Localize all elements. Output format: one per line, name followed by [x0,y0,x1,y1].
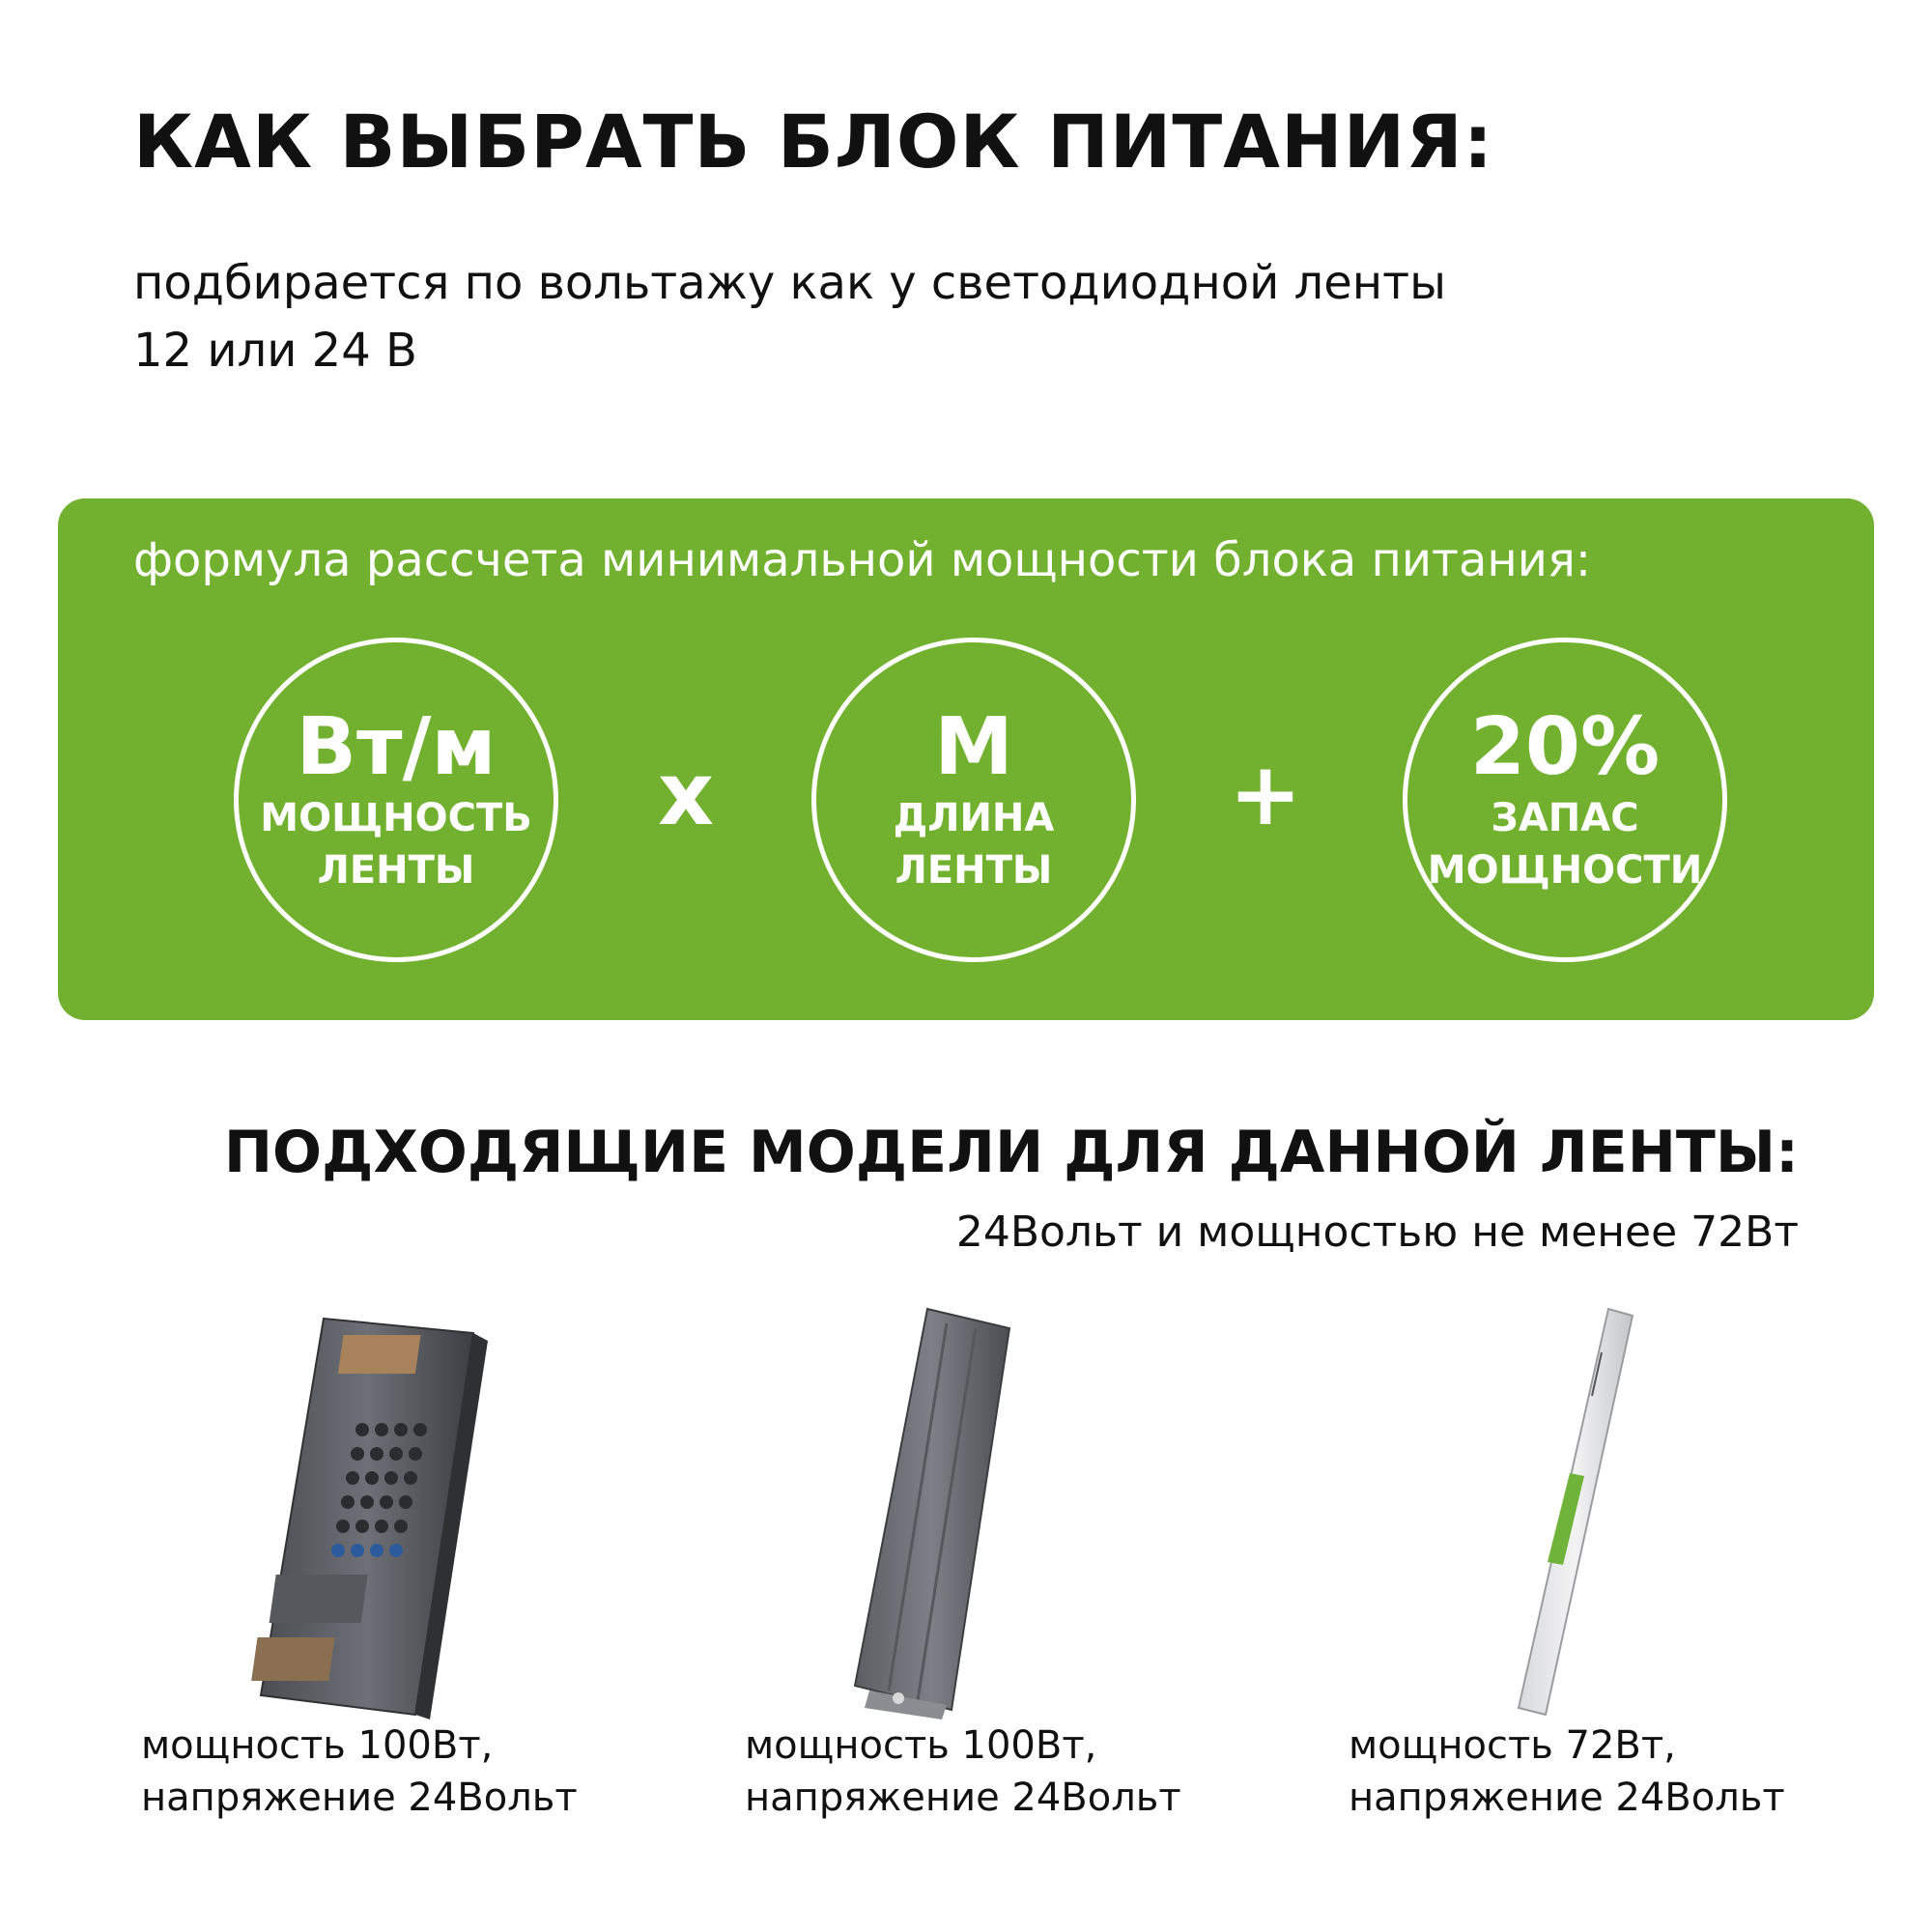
page-subtitle [133,249,1446,384]
product-3-voltage: напряжение 24Вольт [1349,1776,1785,1820]
circle-power-reserve-label-2: МОЩНОСТИ [1427,848,1703,893]
circle-strip-length-label-1: ДЛИНА [893,796,1055,840]
circle-strip-power-value: Вт/м [296,701,497,793]
formula-circle-strip-length [811,638,1136,962]
circle-power-reserve-value: 20% [1469,701,1661,793]
product-3-power: мощность 72Вт, [1349,1723,1676,1768]
power-supply-ultra-slim-icon [1488,1304,1662,1719]
formula-caption: формула рассчета минимальной мощности блока питания: [133,533,1592,587]
formula-circle-power-reserve [1403,638,1727,962]
product-1-caption [141,1719,578,1824]
models-subtitle: 24Вольт и мощностью не менее 72Вт [955,1208,1799,1257]
circle-strip-power-label-2: ЛЕНТЫ [317,848,475,893]
product-2-voltage: напряжение 24Вольт [745,1776,1181,1820]
circle-strip-power-label-1: МОЩНОСТЬ [260,796,532,840]
product-1-voltage: напряжение 24Вольт [141,1776,578,1820]
models-title: ПОДХОДЯЩИЕ МОДЕЛИ ДЛЯ ДАННОЙ ЛЕНТЫ: [223,1119,1799,1186]
circle-strip-length-label-2: ЛЕНТЫ [895,848,1053,893]
circle-power-reserve-label-1: ЗАПАС [1491,796,1639,840]
product-1-power: мощность 100Вт, [141,1723,494,1768]
multiply-sign: x [657,744,715,845]
power-supply-waterproof-icon [840,1304,1034,1719]
page-title: КАК ВЫБРАТЬ БЛОК ПИТАНИЯ: [133,99,1494,185]
product-2-caption [745,1719,1181,1824]
subtitle-line-2: 12 или 24 В [133,324,417,378]
product-3-caption [1349,1719,1785,1824]
plus-sign: + [1229,744,1302,845]
formula-circle-strip-power [234,638,558,962]
subtitle-line-1: подбирается по вольтажу как у светодиодной ленты [133,256,1446,310]
power-supply-slim-perforated-icon [246,1304,497,1719]
circle-strip-length-value: М [934,701,1013,793]
product-2-power: мощность 100Вт, [745,1723,1097,1768]
